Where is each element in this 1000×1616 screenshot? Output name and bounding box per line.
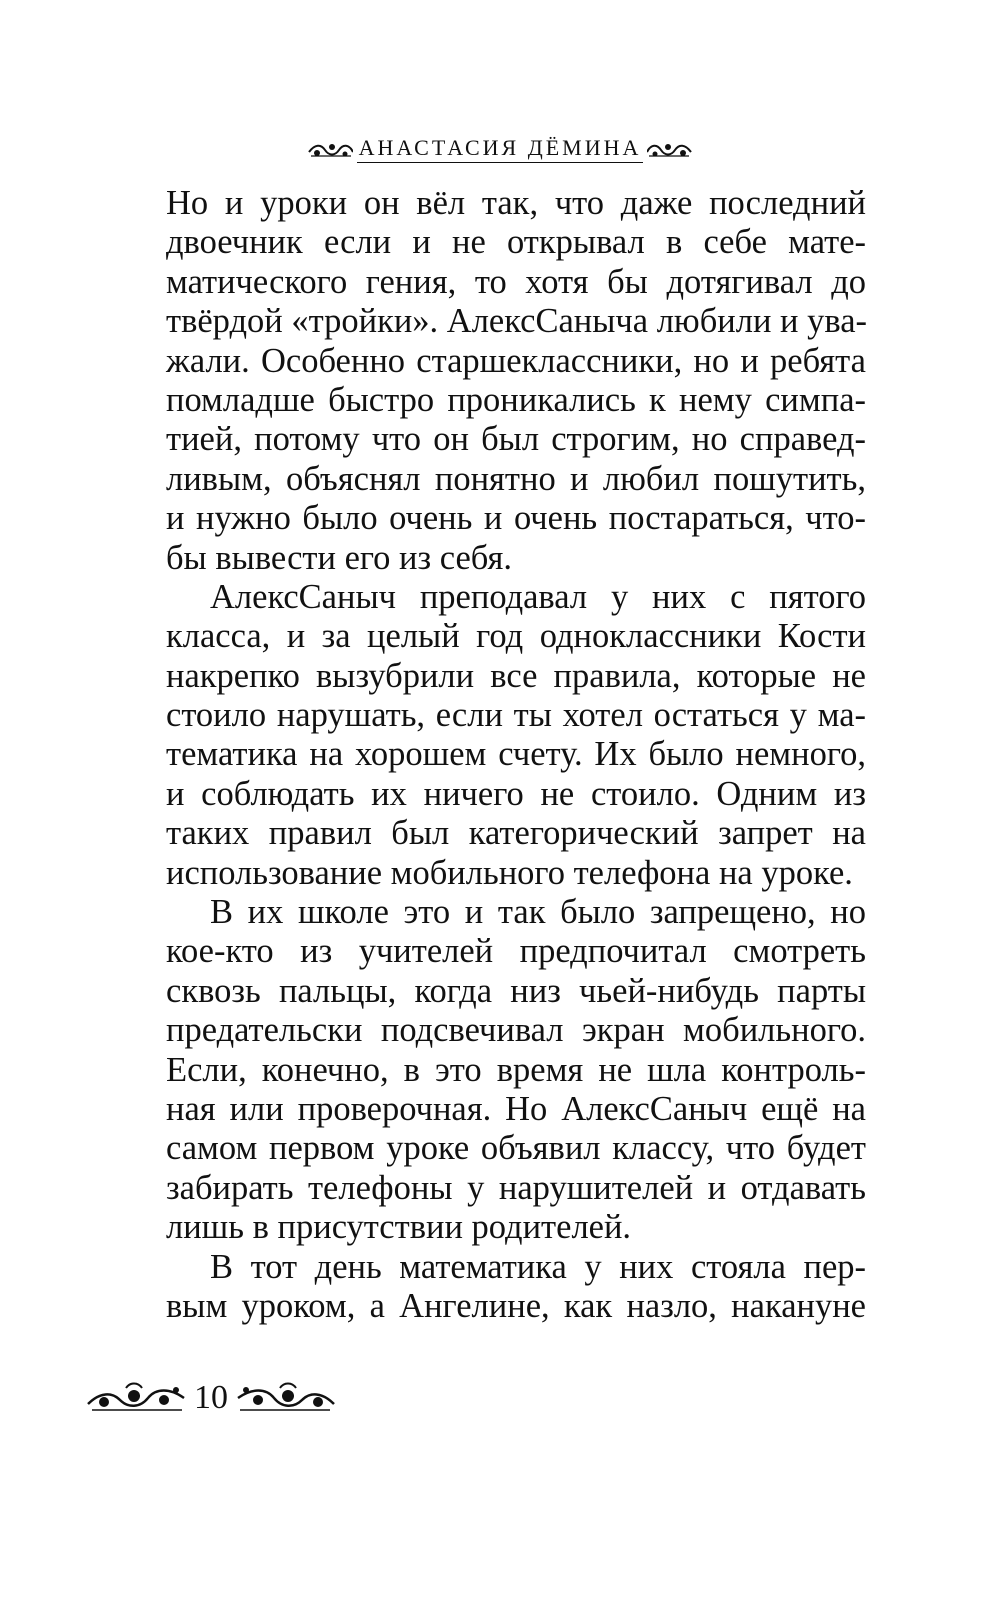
running-header [0,132,1000,168]
paragraph [166,893,866,1248]
body-text [166,184,866,1326]
text-line: предательски подсвечивал экран мобильного. [166,1011,866,1050]
text-line: твёрдой «тройки». АлексСаныча любили и ува- [166,302,868,341]
text-line: лишь в присутствии родителей. [166,1208,632,1247]
text-line: кое-кто из учителей предпочитал смотреть [166,932,866,971]
text-line: бы вывести его из себя. [166,538,512,577]
footer-ornament-left-icon [86,1378,186,1418]
text-line: двоечник если и не открывал в себе мате- [166,223,866,262]
text-line: и соблюдать их ничего не стоило. Одним из [166,774,866,813]
text-line: жали. Особенно старшеклассники, но и ребята [166,341,866,380]
text-line: тией, потому что он был строгим, но справед- [166,420,866,459]
text-line: Но и уроки он вёл так, что даже последний [166,184,866,222]
text-line: накрепко вызубрили все правила, которые не [166,656,866,695]
paragraph [166,184,866,578]
text-line: вым уроком, а Ангелине, как назло, накануне [166,1286,866,1325]
text-line: таких правил был категорический запрет на [166,814,866,853]
text-line: матического гения, то хотя бы дотягивал до [166,262,866,301]
text-line: стоило нарушать, если ты хотел остаться у ма- [166,696,866,735]
text-line: АлексСаныч преподавал у них с пятого [210,577,866,616]
text-line: забирать телефоны у нарушителей и отдавать [166,1168,866,1207]
page-number: 10 [194,1379,228,1416]
page-footer [86,1376,336,1420]
text-line: ливым, объяснял понятно и любил пошутить, [166,459,866,498]
footer-ornament-right-icon [236,1378,336,1418]
text-line: класса, и за целый год одноклассники Кости [166,617,866,656]
text-line: В тот день математика у них стояла пер- [210,1247,866,1286]
text-line: Если, конечно, в это время не шла контроль- [166,1050,866,1089]
paragraph [166,578,866,893]
header-ornament-right-icon [647,138,693,162]
text-line: В их школе это и так было запрещено, но [210,893,866,932]
paragraph [166,1248,866,1327]
text-line: помладше быстро проникались к нему симпа- [166,380,866,419]
text-line: и нужно было очень и очень постараться, что- [166,499,866,538]
text-line: сквозь пальцы, когда низ чьей-нибудь парты [166,971,866,1010]
text-line: тематика на хорошем счету. Их было немного, [166,735,866,774]
header-ornament-left-icon [307,138,353,162]
author-name: АНАСТАСИЯ ДЁМИНА [357,137,644,163]
text-line: использование мобильного телефона на уроке. [166,853,853,892]
text-line: ная или проверочная. Но АлексСаныч ещё на [166,1089,866,1128]
text-line: самом первом уроке объявил классу, что будет [166,1129,866,1168]
